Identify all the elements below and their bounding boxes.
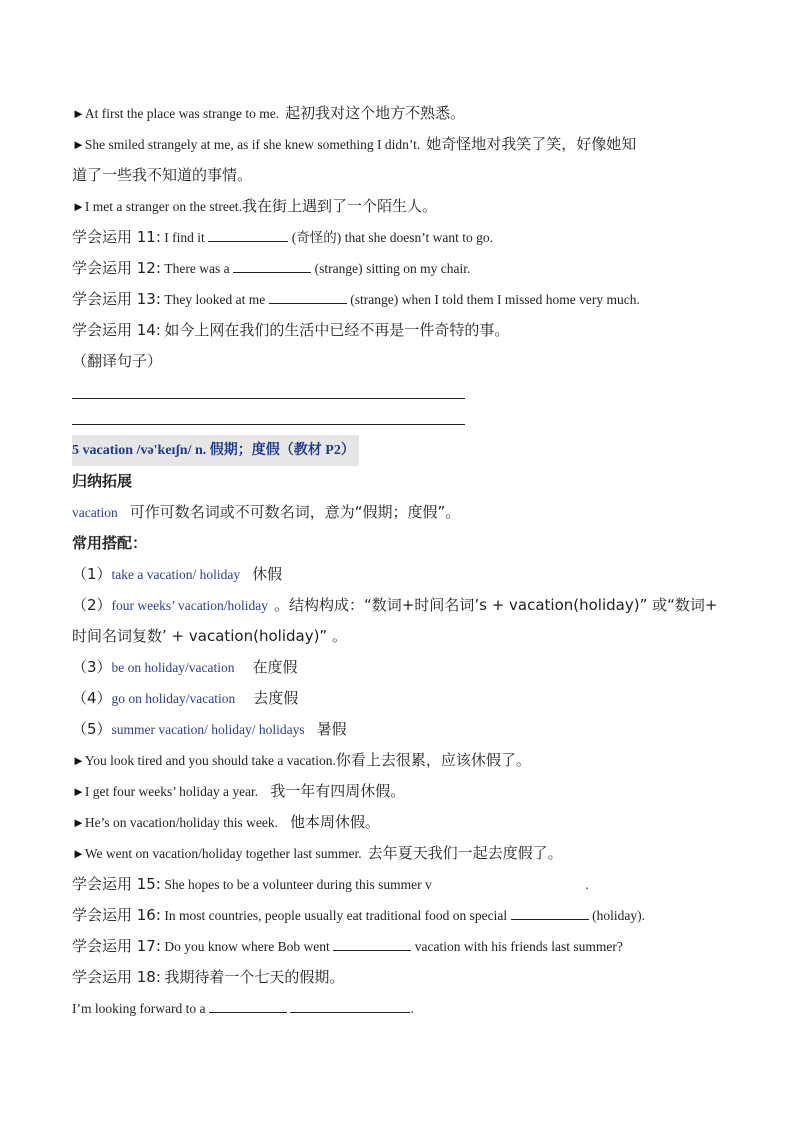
exercise-16: 学会运用 16: In most countries, people usually eat traditional food on special (holiday). (72, 906, 645, 924)
collocation-item: （2）four weeks’ vacation/holiday 。结构构成：“数词+时间名词’s + vacation(holiday)” 或“数词+ (72, 596, 718, 614)
bullet-arrow-icon: ► (72, 846, 85, 861)
answer-blank[interactable] (269, 288, 347, 304)
exercise-12: 学会运用 12: There was a (strange) sitting on my chair. (72, 259, 471, 277)
answer-line[interactable] (72, 403, 732, 429)
example-sentence: ►We went on vacation/holiday together last summer. 去年夏天我们一起去度假了。 (72, 844, 563, 862)
bullet-arrow-icon: ► (72, 753, 85, 768)
collocation-title: 常用搭配： (72, 534, 148, 552)
bullet-arrow-icon: ► (72, 199, 85, 214)
exercise-18-answer: I’m looking forward to a . (72, 993, 732, 1024)
collocation-item: （3）be on holiday/vacation 在度假 (72, 658, 298, 676)
exercise-11: 学会运用 11: I find it (奇怪的) that she doesn’t want to go. (72, 228, 494, 246)
collocation-item: （5）summer vacation/ holiday/ holidays 暑假 (72, 720, 347, 738)
collocation-item: （4）go on holiday/vacation 去度假 (72, 689, 299, 707)
exercise-14: 学会运用 14: 如今上网在我们的生活中已经不再是一件奇特的事。 (72, 321, 510, 339)
answer-blank[interactable] (209, 997, 287, 1013)
summary-text: vacation 可作可数名词或不可数名词，意为“假期；度假”。 (72, 503, 461, 521)
example-sentence: ►He’s on vacation/holiday this week. 他本周休假。 (72, 813, 380, 831)
example-sentence: ►You look tired and you should take a vacation.你看上去很累，应该休假了。 (72, 751, 531, 769)
vocab-heading: 5 vacation /və'keɪʃn/ n. 假期；度假（教材 P2） (72, 435, 732, 466)
exercise-13: 学会运用 13: They looked at me (strange) when I told them I missed home very much. (72, 290, 640, 308)
example-sentence: ►She smiled strangely at me, as if she knew something I didn’t. 她奇怪地对我笑了笑，好像她知 (72, 135, 637, 153)
exercise-17: 学会运用 17: Do you know where Bob went vacation with his friends last summer? (72, 937, 623, 955)
document-page (72, 98, 732, 1024)
answer-blank[interactable] (511, 904, 589, 920)
exercise-18: 学会运用 18: 我期待着一个七天的假期。 (72, 968, 345, 986)
bullet-arrow-icon: ► (72, 784, 85, 799)
answer-blank[interactable] (233, 257, 311, 273)
example-sentence: ►At first the place was strange to me. 起初我对这个地方不熟悉。 (72, 104, 466, 122)
collocation-continuation: 时间名词复数’ + vacation(holiday)” 。 (72, 627, 347, 645)
answer-line[interactable] (72, 377, 732, 403)
translate-note: （翻译句子） (72, 352, 163, 370)
exercise-15: 学会运用 15: She hopes to be a volunteer during this summer v . (72, 875, 589, 893)
example-sentence: ►I met a stranger on the street.我在街上遇到了一个陌生人。 (72, 197, 437, 215)
summary-title: 归纳拓展 (72, 472, 133, 490)
answer-blank[interactable] (290, 997, 410, 1013)
bullet-arrow-icon: ► (72, 815, 85, 830)
collocation-item: （1）take a vacation/ holiday 休假 (72, 565, 283, 583)
answer-blank[interactable] (333, 935, 411, 951)
bullet-arrow-icon: ► (72, 106, 85, 121)
bullet-arrow-icon: ► (72, 137, 85, 152)
example-sentence: ►I get four weeks’ holiday a year. 我一年有四周休假。 (72, 782, 406, 800)
example-sentence-continuation: 道了一些我不知道的事情。 (72, 166, 253, 184)
answer-blank[interactable] (208, 226, 288, 242)
